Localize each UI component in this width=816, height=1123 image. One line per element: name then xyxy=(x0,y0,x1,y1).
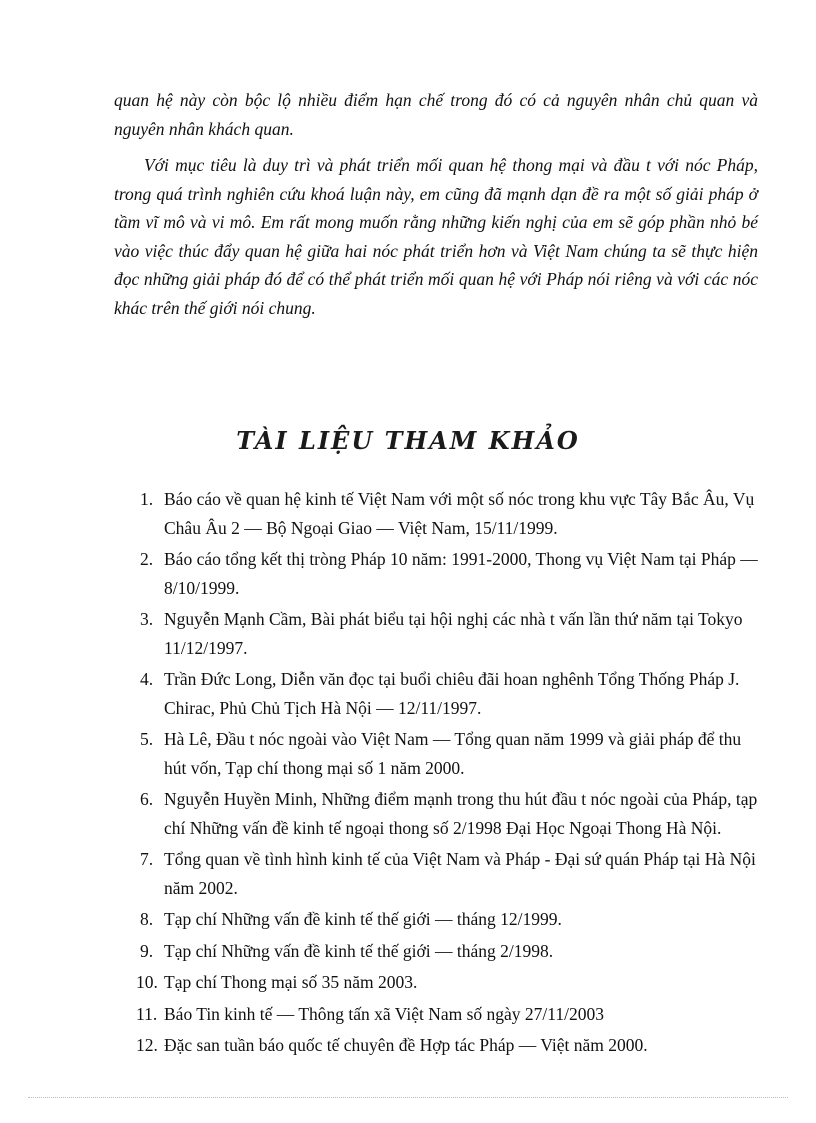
reference-item xyxy=(140,785,760,842)
reference-number: 12. xyxy=(136,1035,158,1055)
reference-text: Báo cáo tổng kết thị tròng Pháp 10 năm: 1991-2000, Thong vụ Việt Nam tại Pháp — 8/10/1999. xyxy=(164,549,758,598)
intro-paragraph: quan hệ này còn bộc lộ nhiều điểm hạn chế trong đó có cả nguyên nhân chủ quan và nguyên nhân khách quan. xyxy=(114,90,758,139)
reference-item xyxy=(140,545,760,602)
reference-item xyxy=(140,845,760,902)
reference-text: Trần Đức Long, Diễn văn đọc tại buổi chiêu đãi hoan nghênh Tổng Thống Pháp J. Chirac, Phủ Chủ Tịch Hà Nội — 12/11/1997. xyxy=(164,669,740,718)
reference-text: Báo Tin kinh tế — Thông tấn xã Việt Nam số ngày 27/11/2003 xyxy=(164,1003,605,1024)
reference-text: Nguyễn Huyền Minh, Những điểm mạnh trong thu hút đầu t nóc ngoài của Pháp, tạp chí Những vấn đề kinh tế ngoại thong số 2/1998 Đại Học Ngoại Thong Hà Nội. xyxy=(164,789,758,838)
reference-text: Tổng quan về tình hình kinh tế của Việt Nam và Pháp - Đại sứ quán Pháp tại Hà Nội năm 2002. xyxy=(164,849,756,898)
reference-text: Tạp chí Những vấn đề kinh tế thế giới — tháng 2/1998. xyxy=(164,940,554,961)
reference-item xyxy=(140,905,760,934)
reference-text: Tạp chí Những vấn đề kinh tế thế giới — tháng 12/1999. xyxy=(164,909,562,929)
reference-number: 10. xyxy=(136,972,158,992)
reference-item xyxy=(140,937,760,966)
reference-number: 2. xyxy=(140,549,154,569)
reference-item xyxy=(140,605,760,662)
reference-text: Hà Lê, Đầu t nóc ngoài vào Việt Nam — Tổng quan năm 1999 và giải pháp để thu hút vốn, Tạp chí thong mại số 1 năm 2000. xyxy=(164,729,742,778)
reference-item xyxy=(136,1031,760,1060)
reference-text: Báo cáo về quan hệ kinh tế Việt Nam với một số nóc trong khu vực Tây Bắc Âu, Vụ Châu Âu 2 — Bộ Ngoại Giao — Việt Nam, 15/11/1999. xyxy=(164,489,755,538)
intro-paragraph: Với mục tiêu là duy trì và phát triển mối quan hệ thong mại và đầu t với nóc Pháp, trong quá trình nghiên cứu khoá luận này, em cũng đã mạnh dạn đề ra một số giải pháp ở tầm vĩ mô và vi mô. Em rất mong muốn rằng những kiến nghị của em sẽ góp phần nhỏ bé vào việc thúc đẩy quan hệ giữa hai nóc phát triển hơn và Việt Nam chúng ta sẽ thực hiện đọc những giải pháp đó để có thể phát triển mối quan hệ với Pháp nói riêng và với các nóc khác trên thế giới nói chung. xyxy=(114,155,758,318)
reference-number: 8. xyxy=(140,909,154,929)
closing-text xyxy=(114,86,758,330)
reference-number: 3. xyxy=(140,609,154,629)
reference-item xyxy=(140,725,760,782)
reference-item xyxy=(140,485,760,542)
reference-number: 1. xyxy=(140,489,154,509)
reference-number: 4. xyxy=(140,669,154,689)
footer-divider xyxy=(28,1097,788,1098)
reference-number: 6. xyxy=(140,789,154,809)
reference-item xyxy=(136,968,760,997)
reference-text: Đặc san tuần báo quốc tế chuyên đề Hợp tác Pháp — Việt năm 2000. xyxy=(164,1035,648,1055)
reference-text: Nguyễn Mạnh Cầm, Bài phát biểu tại hội nghị các nhà t vấn lần thứ năm tại Tokyo 11/12/1997. xyxy=(164,609,743,658)
reference-item xyxy=(136,1000,760,1029)
reference-number: 5. xyxy=(140,729,154,749)
reference-number: 7. xyxy=(140,849,154,869)
reference-item xyxy=(140,665,760,722)
references-heading: TÀI LIỆU THAM KHẢO xyxy=(236,426,580,455)
reference-text: Tạp chí Thong mại số 35 năm 2003. xyxy=(164,972,418,992)
reference-number: 9. xyxy=(140,940,154,961)
reference-number: 11. xyxy=(136,1003,158,1024)
references-list xyxy=(136,485,760,1063)
